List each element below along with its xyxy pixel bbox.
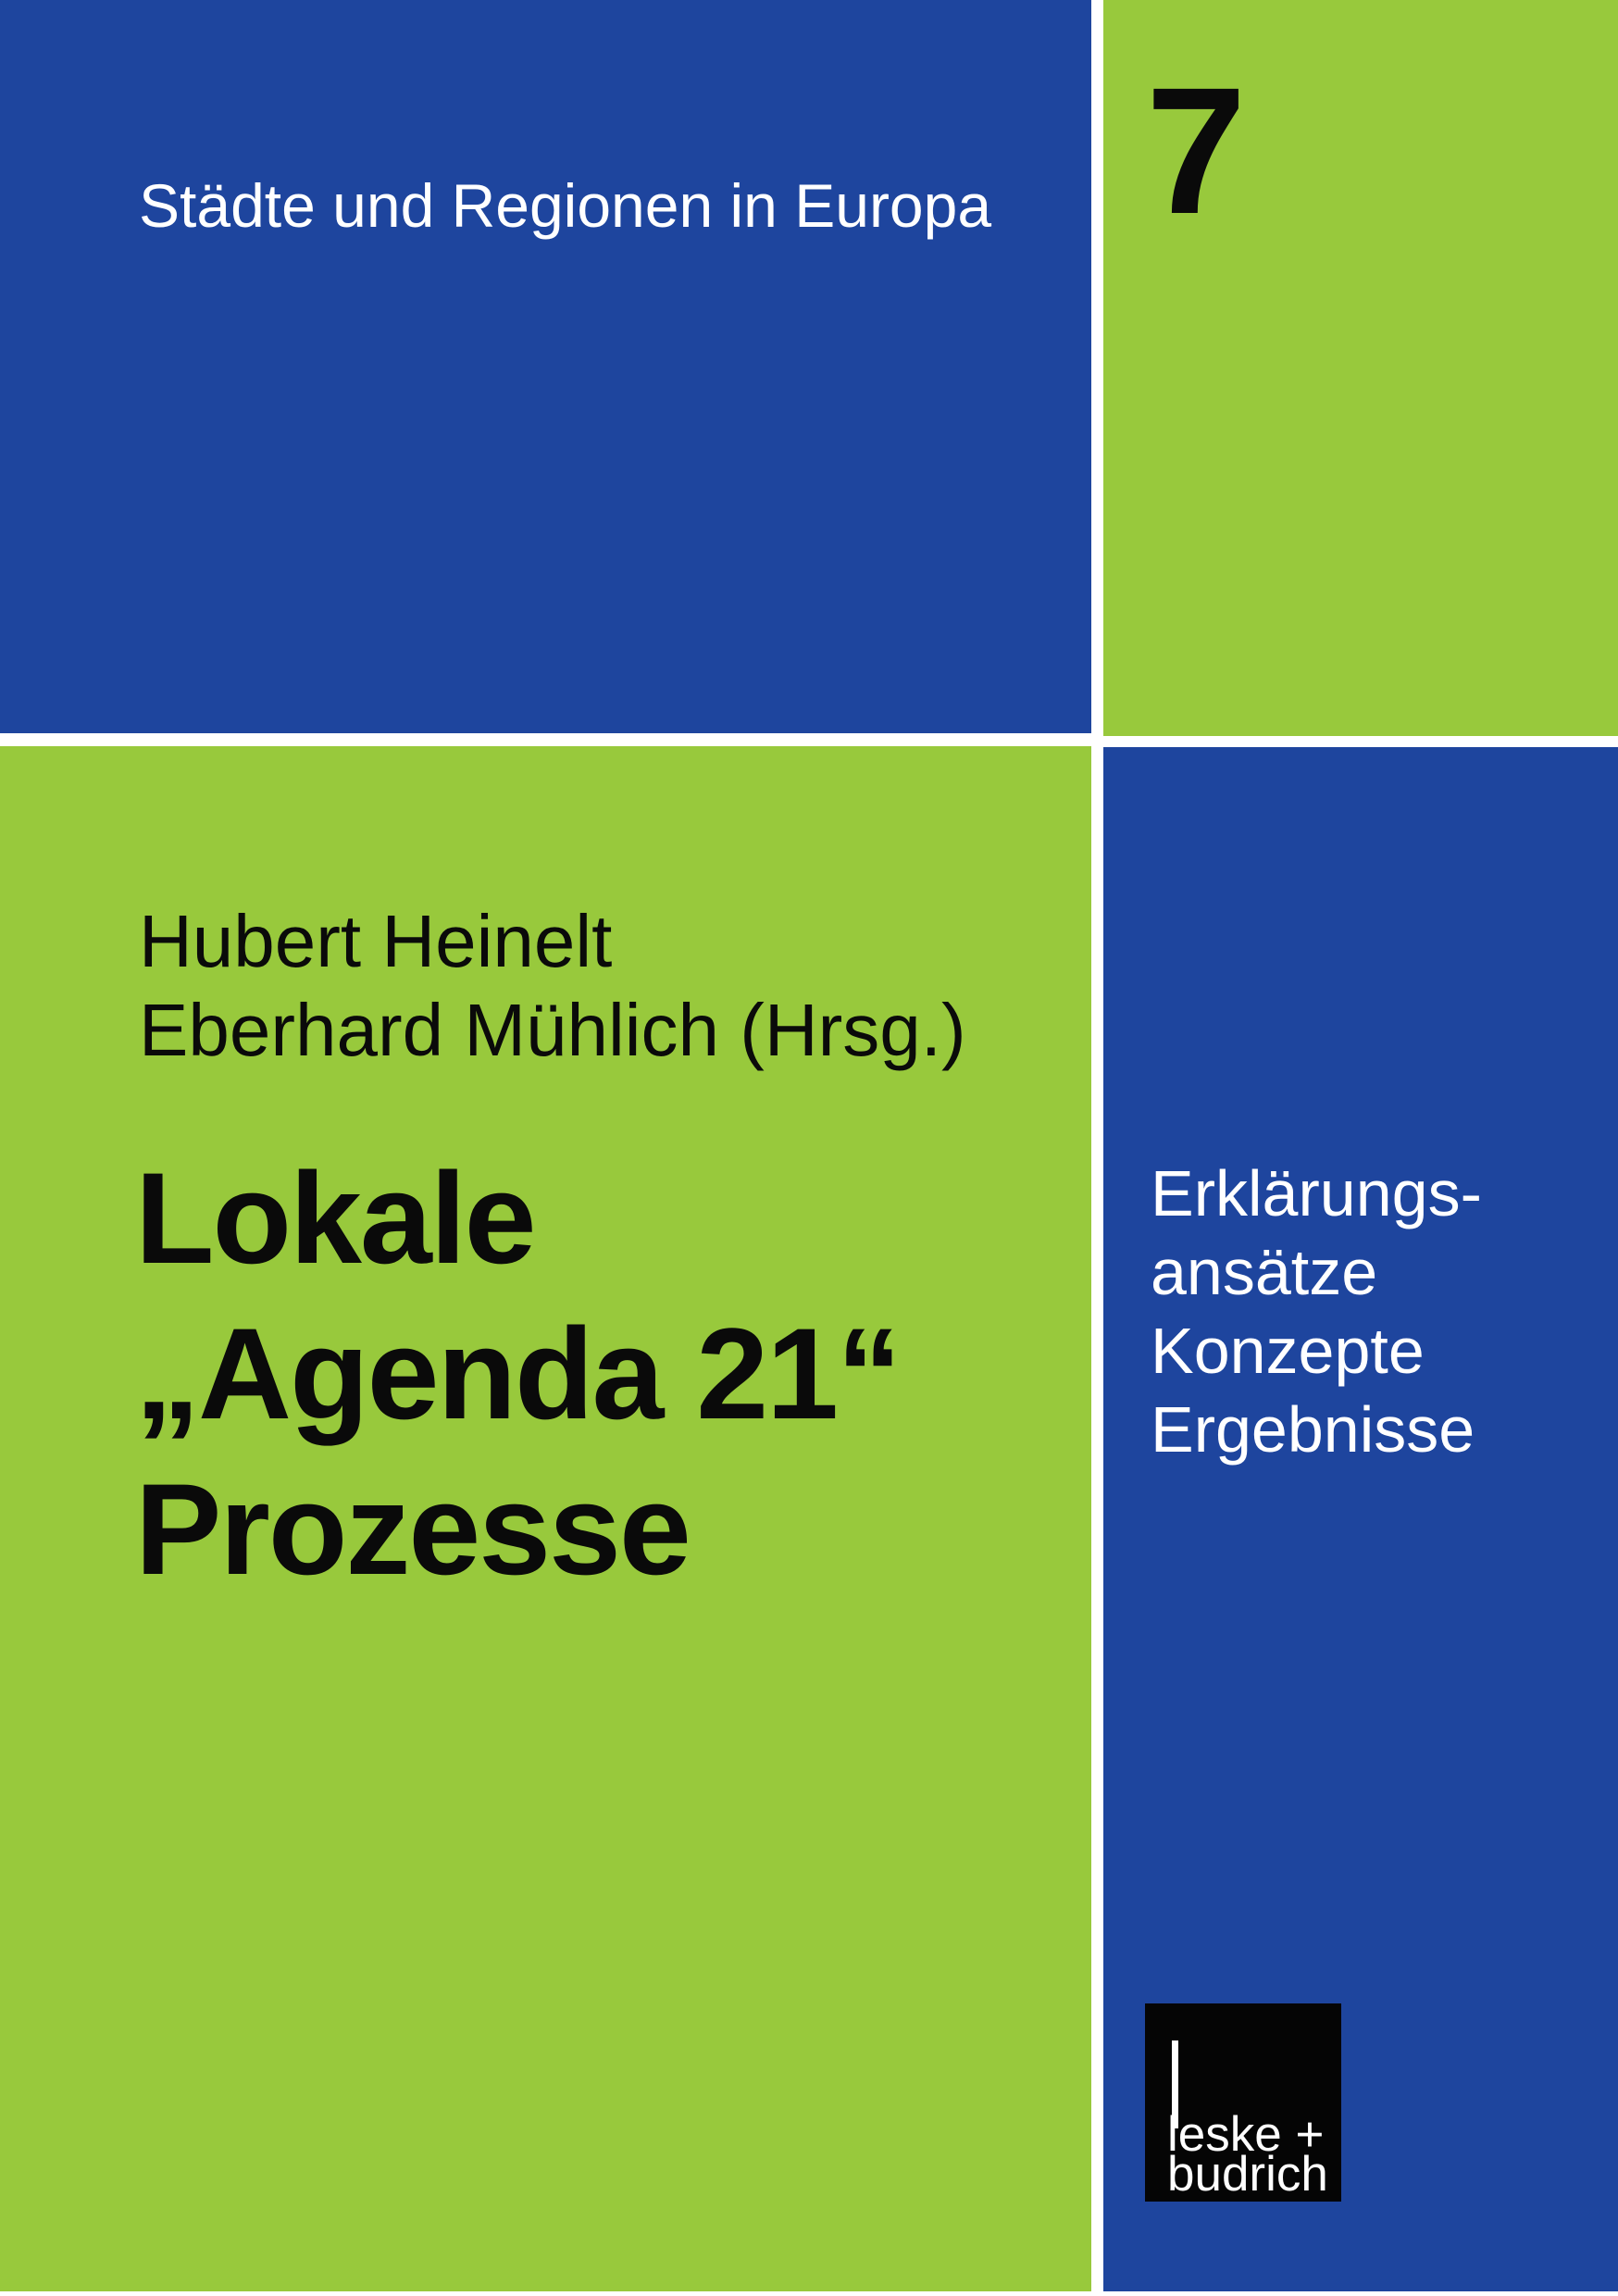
subtitle-line-1: Erklärungs- xyxy=(1151,1157,1482,1229)
bottom-edge-strip xyxy=(0,2291,1618,2296)
series-title: Städte und Regionen in Europa xyxy=(139,171,992,240)
authors-block xyxy=(139,897,966,1075)
subtitle-block xyxy=(1151,1154,1482,1469)
author-line-1: Hubert Heinelt xyxy=(139,900,613,982)
publisher-name-line-2: budrich xyxy=(1167,2147,1328,2202)
series-volume-number: 7 xyxy=(1146,50,1247,252)
book-title-line-2: „Agenda 21“ xyxy=(135,1301,900,1446)
subtitle-line-4: Ergebnisse xyxy=(1151,1393,1475,1466)
subtitle-line-2: ansätze xyxy=(1151,1236,1378,1308)
book-title xyxy=(135,1141,900,1607)
publisher-name-line-1: leske + xyxy=(1167,2107,1325,2162)
publisher-logo xyxy=(1145,2003,1341,2202)
book-title-line-1: Lokale xyxy=(135,1145,535,1291)
series-panel xyxy=(0,0,1091,733)
book-title-line-3: Prozesse xyxy=(135,1456,690,1602)
author-line-2: Eberhard Mühlich (Hrsg.) xyxy=(139,989,966,1071)
subtitle-line-3: Konzepte xyxy=(1151,1315,1425,1387)
